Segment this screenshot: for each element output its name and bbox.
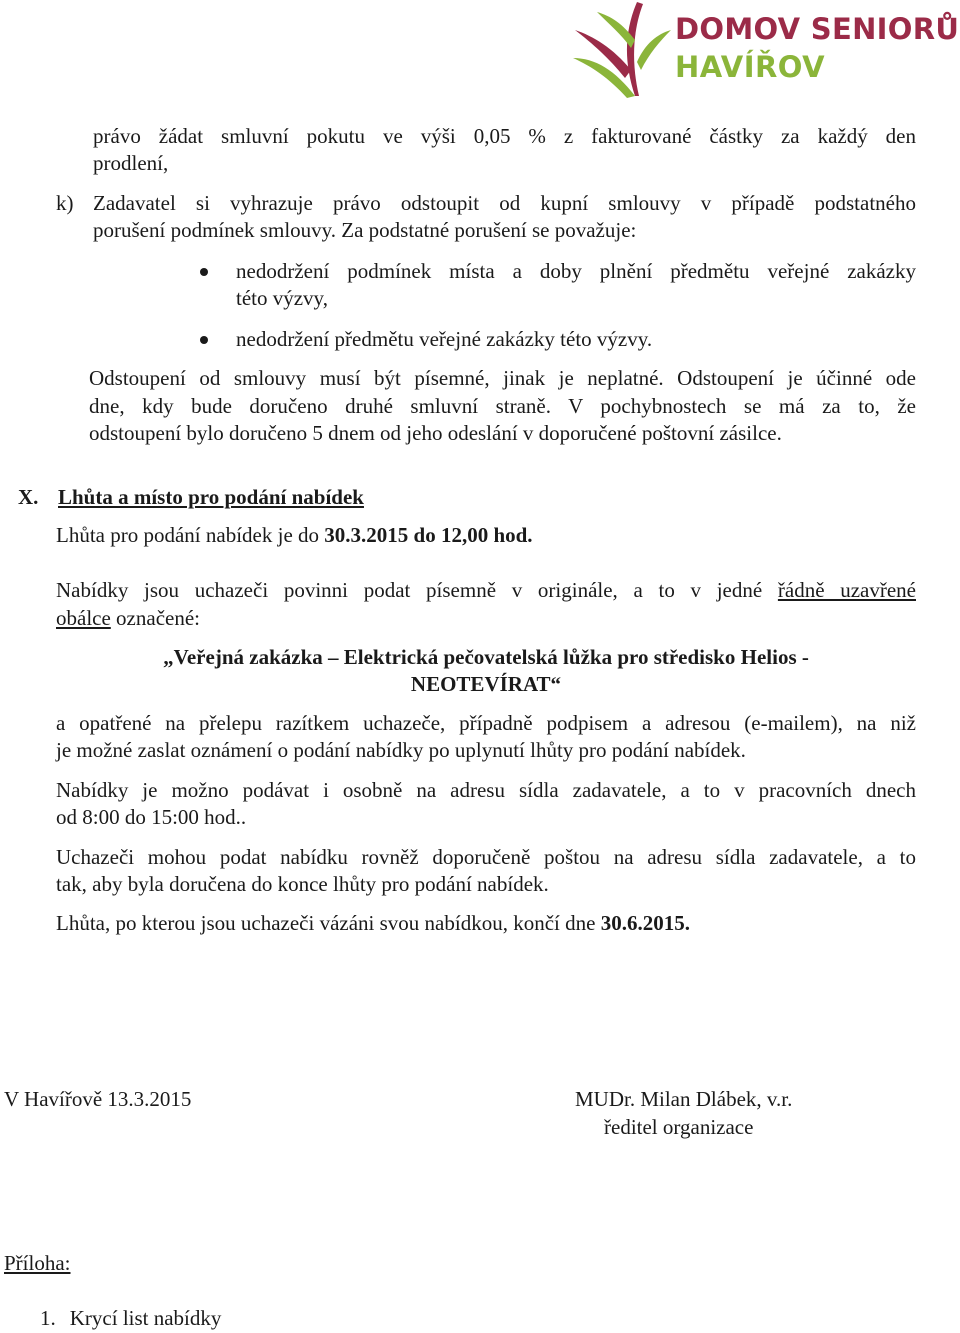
envelope-underlined-2: obálce (56, 606, 111, 630)
envelope-text: Nabídky jsou uchazeči povinni podat písemně v originále, a to v jedné (56, 578, 778, 602)
signatory-role: ředitel organizace (604, 1115, 754, 1139)
logo-leaf-icon (565, 0, 675, 100)
bullet-icon (200, 336, 208, 344)
section-number: X. (18, 485, 39, 509)
personal-line-2: od 8:00 do 15:00 hod.. (56, 805, 247, 829)
attachment-item (40, 1306, 221, 1331)
withdrawal-line-1: Odstoupení od smlouvy musí být písemné, jinak je neplatné. Odstoupení je účinné ode (89, 366, 916, 390)
bullet-item-1-line-1: nedodržení podmínek místa a doby plnění předmětu veřejné zakázky (236, 259, 916, 283)
item-k-marker: k) (56, 191, 74, 215)
penalty-line-1: právo žádat smluvní pokutu ve výši 0,05 % z fakturované částky za každý den (93, 124, 916, 148)
deadline-prefix: Lhůta pro podání nabídek je do (56, 523, 325, 547)
envelope-label-line-1: „Veřejná zakázka – Elektrická pečovatelská lůžka pro středisko Helios - (163, 645, 809, 669)
logo (565, 0, 960, 100)
personal-line-1: Nabídky je možno podávat i osobně na adresu sídla zadavatele, a to v pracovních dnech (56, 778, 916, 802)
bullet-item-2: nedodržení předmětu veřejné zakázky této výzvy. (236, 327, 653, 351)
stamp-line-1: a opatřené na přelepu razítkem uchazeče, případně podpisem a adresou (e-mailem), na niž (56, 711, 916, 735)
item-k-line-1: Zadavatel si vyhrazuje právo odstoupit od kupní smlouvy v případě podstatného (93, 191, 916, 215)
envelope-line-1 (56, 578, 916, 603)
bullet-icon (200, 268, 208, 276)
signatory-name: MUDr. Milan Dlábek, v.r. (575, 1087, 793, 1111)
envelope-underlined: řádně uzavřené (777, 578, 916, 602)
envelope-text-2: označené: (110, 606, 200, 630)
stamp-line-2: je možné zaslat oznámení o podání nabídky po uplynutí lhůty pro podání nabídek. (56, 738, 746, 762)
penalty-line-2: prodlení, (93, 151, 169, 175)
attachment-number: 1. (40, 1306, 56, 1330)
envelope-line-2 (56, 606, 200, 631)
place-date: V Havířově 13.3.2015 (4, 1087, 192, 1111)
envelope-label-line-2: NEOTEVÍRAT“ (410, 672, 562, 696)
item-k-line-2: porušení podmínek smlouvy. Za podstatné porušení se považuje: (93, 218, 637, 242)
withdrawal-line-3: odstoupení bylo doručeno 5 dnem od jeho odeslání v doporučené poštovní zásilce. (89, 421, 782, 445)
withdrawal-line-2: dne, kdy bude doručeno druhé smluvní straně. V pochybnostech se má za to, že (89, 394, 916, 418)
logo-title: DOMOV SENIORŮ (675, 12, 960, 46)
binding-value: 30.6.2015. (600, 911, 690, 935)
bullet-item-1-line-2: této výzvy, (236, 286, 328, 310)
logo-subtitle: HAVÍŘOV (675, 50, 826, 84)
section-title: Lhůta a místo pro podání nabídek (58, 485, 364, 509)
attachments-label: Příloha: (4, 1251, 71, 1275)
deadline-value: 30.3.2015 do 12,00 hod. (324, 523, 533, 547)
binding-prefix: Lhůta, po kterou jsou uchazeči vázáni svou nabídkou, končí dne (56, 911, 601, 935)
attachment-text: Krycí list nabídky (69, 1306, 222, 1330)
post-line-2: tak, aby byla doručena do konce lhůty pro podání nabídek. (56, 872, 549, 896)
binding-line (56, 911, 690, 936)
deadline-line (56, 523, 533, 548)
post-line-1: Uchazeči mohou podat nabídku rovněž doporučeně poštou na adresu sídla zadavatele, a to (56, 845, 916, 869)
